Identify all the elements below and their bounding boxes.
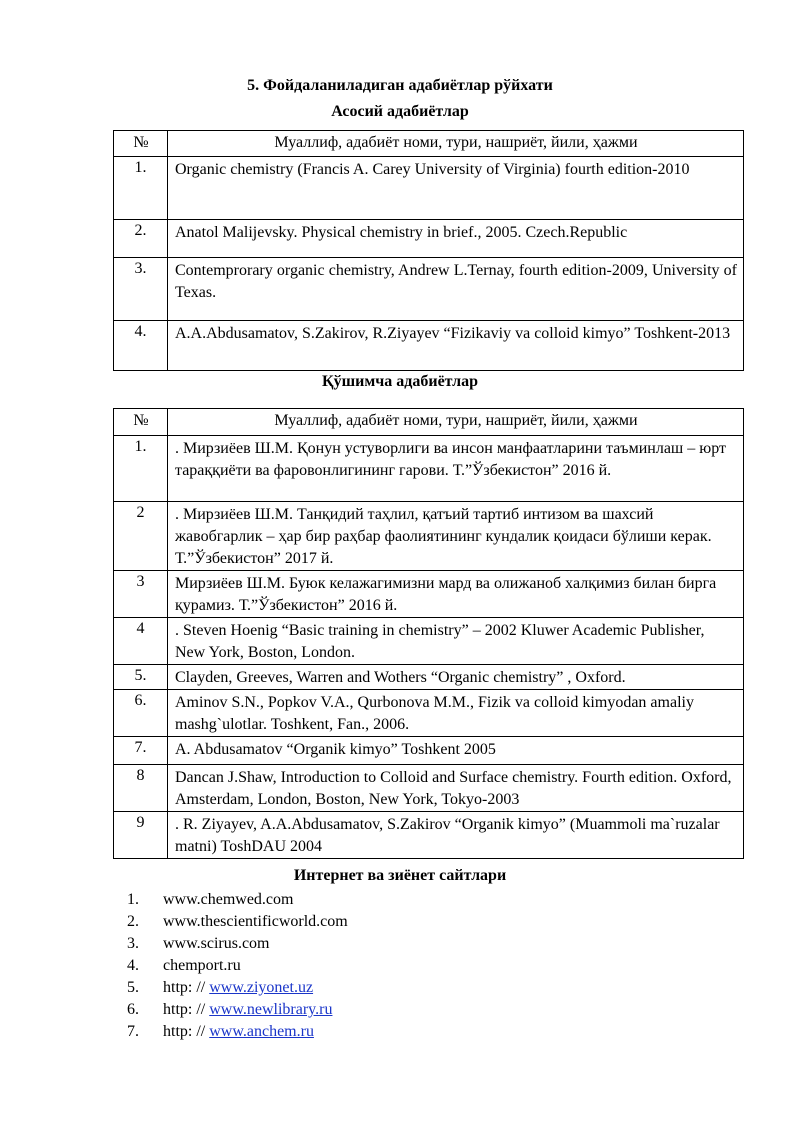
- table-row: [114, 220, 744, 258]
- reference-text: . R. Ziyayev, A.A.Abdusamatov, S.Zakirov “Organik kimyo” (Muammoli ma`ruzalar matni) ToshDAU 2004: [168, 812, 744, 859]
- row-number: 2.: [114, 220, 168, 258]
- row-number: 4.: [114, 321, 168, 371]
- site-text: www.chemwed.com: [163, 891, 294, 908]
- table-row: [114, 665, 744, 690]
- item-number: 1.: [127, 891, 139, 908]
- reference-text: . Steven Hoenig “Basic training in chemistry” – 2002 Kluwer Academic Publisher, New York, Boston, London.: [168, 618, 744, 665]
- row-number: 3.: [114, 258, 168, 321]
- site-text: www.scirus.com: [163, 935, 270, 952]
- reference-text: Contemprorary organic chemistry, Andrew L.Ternay, fourth edition-2009, University of Texas.: [168, 258, 744, 321]
- website-list: [127, 889, 348, 1043]
- table-row: [114, 502, 744, 571]
- number-column-header: №: [114, 409, 168, 436]
- row-number: 1.: [114, 157, 168, 220]
- row-number: 3: [114, 571, 168, 618]
- table-row: [114, 571, 744, 618]
- row-number: 8: [114, 765, 168, 812]
- table-header-row: [114, 131, 744, 157]
- table-row: [114, 812, 744, 859]
- list-item: [127, 911, 348, 933]
- row-number: 6.: [114, 690, 168, 737]
- reference-text: Мирзиёев Ш.М. Буюк келажагимизни мард ва олижаноб халқимиз билан бирга қурамиз. Т.”Ўзбекистон” 2016 й.: [168, 571, 744, 618]
- site-text: www.thescientificworld.com: [163, 913, 348, 930]
- table-row: [114, 258, 744, 321]
- row-number: 4: [114, 618, 168, 665]
- site-text: chemport.ru: [163, 957, 241, 974]
- site-prefix: http: //: [163, 1001, 210, 1018]
- row-number: 1.: [114, 436, 168, 502]
- description-column-header: Муаллиф, адабиёт номи, тури, нашриёт, йили, ҳажми: [168, 131, 744, 157]
- list-item: [127, 933, 348, 955]
- row-number: 9: [114, 812, 168, 859]
- table-header-row: [114, 409, 744, 436]
- table-row: [114, 690, 744, 737]
- description-column-header: Муаллиф, адабиёт номи, тури, нашриёт, йили, ҳажми: [168, 409, 744, 436]
- reference-text: . Мирзиёев Ш.М. Қонун устуворлиги ва инсон манфаатларини таъминлаш – юрт тараққиёти ва фаровонлигининг гарови. Т.”Ўзбекистон” 2016 й.: [168, 436, 744, 502]
- list-item: [127, 955, 348, 977]
- item-number: 5.: [127, 979, 139, 996]
- site-prefix: http: //: [163, 1023, 210, 1040]
- table-row: [114, 321, 744, 371]
- list-item: [127, 977, 348, 999]
- site-link[interactable]: www.ziyonet.uz: [209, 979, 314, 996]
- main-literature-table: [113, 130, 744, 371]
- extra-literature-table: [113, 408, 744, 859]
- row-number: 7.: [114, 737, 168, 765]
- reference-text: A.A.Abdusamatov, S.Zakirov, R.Ziyayev “Fizikaviy va colloid kimyo” Toshkent-2013: [168, 321, 744, 371]
- row-number: 5.: [114, 665, 168, 690]
- item-number: 4.: [127, 957, 139, 974]
- item-number: 3.: [127, 935, 139, 952]
- list-item: [127, 889, 348, 911]
- site-link[interactable]: www.anchem.ru: [209, 1023, 314, 1040]
- item-number: 2.: [127, 913, 139, 930]
- reference-text: A. Abdusamatov “Organik kimyo” Toshkent 2005: [168, 737, 744, 765]
- reference-text: Dancan J.Shaw, Introduction to Colloid and Surface chemistry. Fourth edition. Oxford, Amsterdam, London, Boston, New York, Tokyo-2003: [168, 765, 744, 812]
- item-number: 6.: [127, 1001, 139, 1018]
- item-number: 7.: [127, 1023, 139, 1040]
- table-row: [114, 765, 744, 812]
- extra-literature-heading: Қўшимча адабиётлар: [322, 373, 478, 390]
- row-number: 2: [114, 502, 168, 571]
- table-row: [114, 157, 744, 220]
- section-title: 5. Фойдаланиладиган адабиётлар рўйхати: [247, 77, 553, 94]
- reference-text: Anatol Malijevsky. Physical chemistry in brief., 2005. Czech.Republic: [168, 220, 744, 258]
- table-row: [114, 436, 744, 502]
- site-prefix: http: //: [163, 979, 210, 996]
- table-row: [114, 618, 744, 665]
- main-literature-heading: Асосий адабиётлар: [331, 103, 469, 120]
- list-item: [127, 999, 348, 1021]
- reference-text: Organic chemistry (Francis A. Carey University of Virginia) fourth edition-2010: [168, 157, 744, 220]
- table-row: [114, 737, 744, 765]
- list-item: [127, 1021, 348, 1043]
- number-column-header: №: [114, 131, 168, 157]
- reference-text: Aminov S.N., Popkov V.A., Qurbonova M.M., Fizik va colloid kimyodan amaliy mashg`ulotlar. Toshkent, Fan., 2006.: [168, 690, 744, 737]
- site-link[interactable]: www.newlibrary.ru: [209, 1001, 333, 1018]
- reference-text: Clayden, Greeves, Warren and Wothers “Organic chemistry” , Oxford.: [168, 665, 744, 690]
- internet-sites-heading: Интернет ва зиёнет сайтлари: [293, 867, 507, 884]
- reference-text: . Мирзиёев Ш.М. Танқидий таҳлил, қатъий тартиб интизом ва шахсий жавобгарлик – ҳар бир раҳбар фаолиятининг кундалик қоидаси бўлиши керак. Т.”Ўзбекистон” 2017 й.: [168, 502, 744, 571]
